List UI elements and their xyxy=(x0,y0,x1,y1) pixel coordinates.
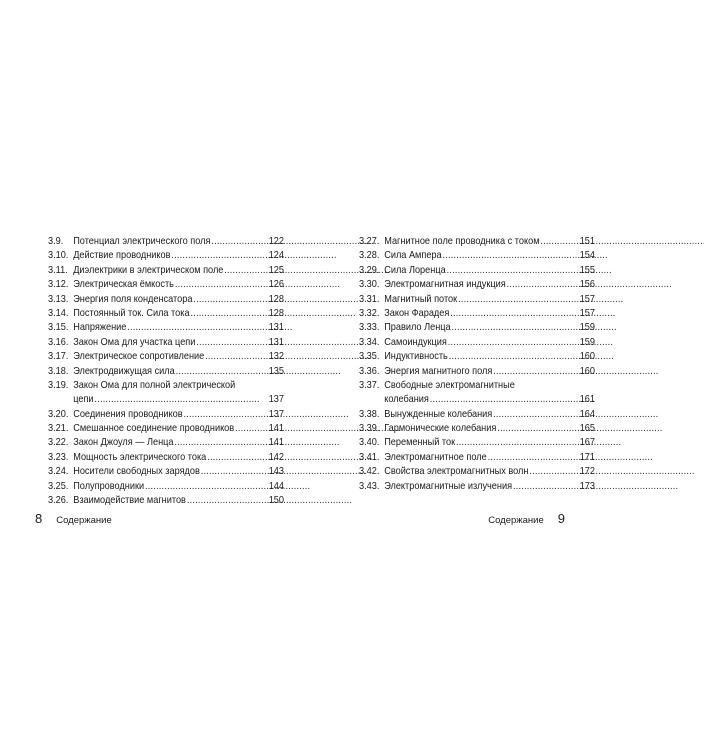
toc-entry-number: 3.25. xyxy=(48,480,69,492)
dot-leader xyxy=(492,365,579,379)
toc-entry-title: Закон Фарадея xyxy=(384,307,450,319)
toc-entry-title: Электрическое сопротивление xyxy=(73,351,205,363)
toc-entry-title: Полупроводники xyxy=(73,480,145,492)
dot-leader xyxy=(94,393,269,407)
toc-entry-number: 3.20. xyxy=(48,408,69,420)
toc-entry-number: 3.16. xyxy=(48,336,69,348)
left-page-footer xyxy=(35,511,112,526)
toc-entry-number: 3.9. xyxy=(48,235,64,247)
toc-entry-number: 3.31. xyxy=(359,293,380,305)
dot-leader xyxy=(192,293,268,307)
toc-entry[interactable] xyxy=(48,307,284,321)
toc-entry[interactable] xyxy=(48,422,284,436)
toc-entry[interactable] xyxy=(359,379,595,408)
toc-entry[interactable] xyxy=(359,321,595,335)
toc-entry-title: Закон Ома для полной электрической xyxy=(73,379,236,391)
toc-entry[interactable] xyxy=(48,235,284,249)
toc-entry-number: 3.35. xyxy=(359,351,380,363)
toc-entry-title: Напряжение xyxy=(73,322,127,334)
toc-entry-number: 3.37. xyxy=(359,379,380,391)
toc-entry-page: 141 xyxy=(268,437,284,449)
dot-leader xyxy=(126,321,268,335)
toc-entry-number: 3.19. xyxy=(48,379,69,391)
toc-entry-page: 125 xyxy=(268,264,284,276)
toc-entry[interactable] xyxy=(359,235,595,249)
toc-entry-title: Свободные электромагнитные xyxy=(384,379,515,391)
toc-entry-page: 160 xyxy=(579,351,595,363)
toc-entry-number: 3.29. xyxy=(359,264,380,276)
toc-entry[interactable] xyxy=(48,494,284,508)
toc-entry[interactable] xyxy=(359,350,595,364)
toc-entry-number: 3.27. xyxy=(359,235,380,247)
toc-entry-title: Гармонические колебания xyxy=(384,423,497,435)
dot-leader xyxy=(234,422,269,436)
toc-entry-page: 128 xyxy=(268,293,284,305)
toc-entry-number: 3.12. xyxy=(48,279,69,291)
toc-entry-page: 143 xyxy=(268,466,284,478)
toc-entry-number: 3.17. xyxy=(48,351,69,363)
page-number-left: 8 xyxy=(35,511,43,526)
toc-entry-number: 3.28. xyxy=(359,250,380,262)
running-footer-right: Содержание xyxy=(488,515,544,526)
dot-leader xyxy=(457,293,580,307)
dot-leader xyxy=(186,494,269,508)
toc-entry-page: 157 xyxy=(579,307,595,319)
toc-entry-title: Правило Ленца xyxy=(384,322,451,334)
toc-entry-page: 165 xyxy=(579,423,595,435)
dot-leader xyxy=(223,264,268,278)
right-page-toc xyxy=(359,235,595,494)
dot-leader xyxy=(204,350,268,364)
toc-entry-page: 141 xyxy=(268,423,284,435)
toc-entry[interactable] xyxy=(359,264,595,278)
toc-entry-page: 150 xyxy=(268,495,284,507)
toc-entry-number: 3.13. xyxy=(48,293,69,305)
toc-entry-page: 160 xyxy=(579,365,595,377)
toc-entry-title: Носители свободных зарядов xyxy=(73,466,200,478)
dot-leader xyxy=(206,451,268,465)
toc-entry-number: 3.39. xyxy=(359,423,380,435)
dot-leader xyxy=(195,336,268,350)
dot-leader xyxy=(174,278,269,292)
toc-entry-number: 3.36. xyxy=(359,365,380,377)
toc-entry-number: 3.26. xyxy=(48,495,69,507)
toc-entry-number: 3.18. xyxy=(48,365,69,377)
toc-entry[interactable] xyxy=(359,480,595,494)
dot-leader xyxy=(487,451,580,465)
toc-entry[interactable] xyxy=(48,451,284,465)
toc-entry-page: 173 xyxy=(579,480,595,492)
toc-entry-title: Энергия магнитного поля xyxy=(384,365,493,377)
toc-entry-number: 3.40. xyxy=(359,437,380,449)
toc-entry-number: 3.41. xyxy=(359,451,380,463)
toc-entry-title-continued: колебания xyxy=(384,394,429,406)
toc-entry-number: 3.23. xyxy=(48,451,69,463)
toc-entry-title: Магнитное поле проводника с током xyxy=(384,235,540,247)
toc-entry-page: 161 xyxy=(579,394,595,406)
toc-entry[interactable] xyxy=(48,480,284,494)
toc-entry-number: 3.30. xyxy=(359,279,380,291)
dot-leader xyxy=(506,278,580,292)
toc-entry-title: Закон Джоуля — Ленца xyxy=(73,437,174,449)
toc-entry-title: Сила Ампера xyxy=(384,250,442,262)
toc-entry-page: 131 xyxy=(268,322,284,334)
dot-leader xyxy=(492,408,579,422)
toc-entry-number: 3.34. xyxy=(359,336,380,348)
toc-entry-page: 137 xyxy=(268,394,284,406)
toc-entry-page: 128 xyxy=(268,307,284,319)
toc-entry-title-continued: цепи xyxy=(73,394,94,406)
toc-entry-page: 171 xyxy=(579,451,595,463)
toc-entry-page: 142 xyxy=(268,451,284,463)
toc-entry[interactable] xyxy=(48,436,284,450)
toc-entry-title: Сила Лоренца xyxy=(384,264,446,276)
dot-leader xyxy=(190,307,269,321)
dot-leader xyxy=(496,422,579,436)
toc-entry-page: 167 xyxy=(579,437,595,449)
toc-entry-title: Электрическая ёмкость xyxy=(73,279,174,291)
toc-entry[interactable] xyxy=(359,278,595,292)
toc-entry[interactable] xyxy=(359,451,595,465)
dot-leader xyxy=(447,336,580,350)
toc-entry-title: Магнитный поток xyxy=(384,293,458,305)
dot-leader xyxy=(512,480,580,494)
toc-entry-title: Потенциал электрического поля xyxy=(73,235,211,247)
toc-entry-page: 126 xyxy=(268,279,284,291)
dot-leader xyxy=(173,436,268,450)
toc-entry[interactable] xyxy=(48,278,284,292)
toc-entry-page: 151 xyxy=(579,235,595,247)
dot-leader xyxy=(442,249,580,263)
toc-entry-page: 137 xyxy=(268,408,284,420)
toc-entry-page: 172 xyxy=(579,466,595,478)
dot-leader xyxy=(446,264,580,278)
toc-entry-title: Свойства электромагнитных волн xyxy=(384,466,529,478)
toc-entry-title: Электродвижущая сила xyxy=(73,365,175,377)
dot-leader xyxy=(451,321,580,335)
toc-entry[interactable] xyxy=(359,422,595,436)
toc-entry-number: 3.21. xyxy=(48,423,69,435)
toc-entry[interactable] xyxy=(48,379,284,408)
toc-entry-page: 155 xyxy=(579,264,595,276)
toc-entry-number: 3.10. xyxy=(48,250,69,262)
toc-entry[interactable] xyxy=(359,465,595,479)
toc-entry-page: 124 xyxy=(268,250,284,262)
toc-entry[interactable] xyxy=(48,408,284,422)
toc-entry-title: Электромагнитные излучения xyxy=(384,480,513,492)
toc-entry-page: 122 xyxy=(268,235,284,247)
toc-entry[interactable] xyxy=(48,350,284,364)
toc-entry-title: Взаимодействие магнитов xyxy=(73,495,186,507)
toc-entry[interactable] xyxy=(359,408,595,422)
toc-entry-page: 164 xyxy=(579,408,595,420)
dot-leader xyxy=(183,408,269,422)
toc-list-right xyxy=(359,235,595,494)
dot-leader xyxy=(429,393,580,407)
left-page-toc xyxy=(48,235,284,508)
toc-entry-number: 3.11. xyxy=(48,264,68,276)
toc-entry-page: 132 xyxy=(268,351,284,363)
toc-entry[interactable] xyxy=(48,264,284,278)
toc-entry-number: 3.15. xyxy=(48,322,69,334)
dot-leader xyxy=(171,249,269,263)
toc-entry-page: 159 xyxy=(579,322,595,334)
toc-entry-title: Диэлектрики в электрическом поле xyxy=(73,264,224,276)
toc-entry-title: Самоиндукция xyxy=(384,336,447,348)
toc-entry-title: Мощность электрического тока xyxy=(73,451,207,463)
toc-entry-number: 3.38. xyxy=(359,408,380,420)
toc-entry-number: 3.32. xyxy=(359,307,380,319)
toc-entry-title: Переменный ток xyxy=(384,437,456,449)
toc-entry-number: 3.22. xyxy=(48,437,69,449)
toc-entry[interactable] xyxy=(48,249,284,263)
toc-entry-number: 3.33. xyxy=(359,322,380,334)
toc-entry-page: 154 xyxy=(579,250,595,262)
toc-entry[interactable] xyxy=(48,293,284,307)
toc-entry-page: 144 xyxy=(268,480,284,492)
toc-entry[interactable] xyxy=(359,336,595,350)
toc-entry-title: Электромагнитная индукция xyxy=(384,279,506,291)
dot-leader xyxy=(449,307,579,321)
dot-leader xyxy=(144,480,269,494)
dot-leader xyxy=(540,235,580,249)
toc-entry[interactable] xyxy=(48,465,284,479)
dot-leader xyxy=(455,436,580,450)
dot-leader xyxy=(175,365,269,379)
toc-entry-number: 3.42. xyxy=(359,466,380,478)
toc-entry-title: Действие проводников xyxy=(73,250,171,262)
right-page-footer xyxy=(488,511,565,526)
toc-entry[interactable] xyxy=(359,365,595,379)
toc-entry-title: Индуктивность xyxy=(384,351,448,363)
toc-entry[interactable] xyxy=(359,293,595,307)
toc-entry-page: 135 xyxy=(268,365,284,377)
toc-entry-page: 156 xyxy=(579,279,595,291)
toc-entry-title: Постоянный ток. Сила тока xyxy=(73,307,190,319)
toc-entry[interactable] xyxy=(48,336,284,350)
toc-entry-title: Закон Ома для участка цепи xyxy=(73,336,196,348)
toc-entry-title: Вынужденные колебания xyxy=(384,408,493,420)
toc-entry[interactable] xyxy=(359,307,595,321)
dot-leader xyxy=(200,465,269,479)
toc-entry-page: 131 xyxy=(268,336,284,348)
running-footer-left: Содержание xyxy=(56,515,112,526)
toc-entry-title: Электромагнитное поле xyxy=(384,451,487,463)
toc-entry-number: 3.24. xyxy=(48,466,69,478)
toc-entry-title: Соединения проводников xyxy=(73,408,183,420)
toc-entry-number: 3.43. xyxy=(359,480,380,492)
toc-entry-page: 157 xyxy=(579,293,595,305)
dot-leader xyxy=(448,350,580,364)
toc-list-left xyxy=(48,235,284,508)
toc-entry[interactable] xyxy=(359,436,595,450)
toc-entry-title: Смешанное соединение проводников xyxy=(73,423,235,435)
toc-entry-page: 159 xyxy=(579,336,595,348)
toc-entry-title: Энергия поля конденсатора xyxy=(73,293,193,305)
toc-entry-number: 3.14. xyxy=(48,307,69,319)
toc-entry[interactable] xyxy=(48,321,284,335)
page-number-right: 9 xyxy=(557,511,565,526)
toc-entry[interactable] xyxy=(48,365,284,379)
dot-leader xyxy=(210,235,268,249)
dot-leader xyxy=(528,465,579,479)
toc-entry[interactable] xyxy=(359,249,595,263)
